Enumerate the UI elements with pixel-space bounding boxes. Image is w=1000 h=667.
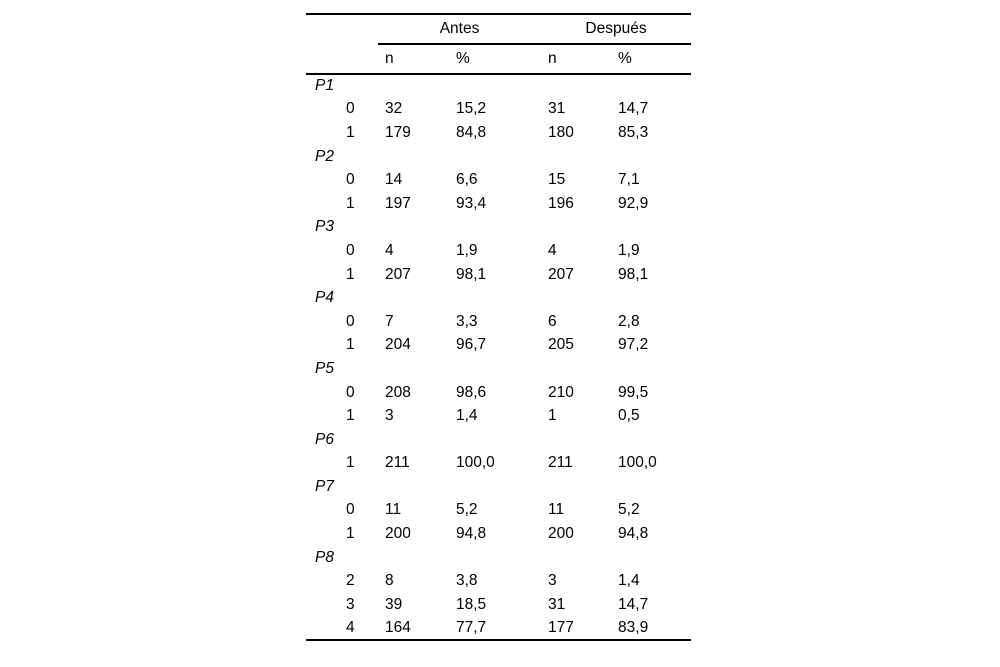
antes-pct: 18,5 <box>456 595 487 613</box>
category-value: 1 <box>346 194 355 212</box>
category-value: 1 <box>346 123 355 141</box>
despues-n: 205 <box>548 336 574 354</box>
data-row <box>306 452 691 476</box>
antes-pct: 5,2 <box>456 501 478 519</box>
data-row <box>306 168 691 192</box>
data-row <box>306 98 691 122</box>
category-value: 4 <box>346 618 355 636</box>
variable-label: P1 <box>315 77 334 95</box>
antes-pct: 3,3 <box>456 312 478 330</box>
antes-n: 200 <box>385 525 411 543</box>
antes-pct: 77,7 <box>456 618 487 636</box>
data-row <box>306 334 691 358</box>
despues-pct: 92,9 <box>618 194 649 212</box>
variable-group-row <box>306 74 691 98</box>
antes-n: 11 <box>385 501 402 519</box>
variable-group-row <box>306 428 691 452</box>
antes-pct: 6,6 <box>456 171 478 189</box>
data-row <box>306 499 691 523</box>
category-value: 0 <box>346 171 355 189</box>
antes-pct: 100,0 <box>456 454 495 472</box>
despues-n: 31 <box>548 595 566 613</box>
despues-n: 207 <box>548 265 574 283</box>
category-value: 3 <box>346 595 355 613</box>
despues-n: 4 <box>548 241 557 259</box>
data-row <box>306 569 691 593</box>
variable-label: P6 <box>315 430 334 448</box>
data-table <box>306 13 691 641</box>
antes-pct: 94,8 <box>456 525 487 543</box>
category-value: 1 <box>346 336 355 354</box>
data-row <box>306 404 691 428</box>
antes-n: 204 <box>385 336 411 354</box>
category-value: 2 <box>346 572 355 590</box>
despues-pct: 97,2 <box>618 336 649 354</box>
despues-pct: 7,1 <box>618 171 640 189</box>
despues-pct: 94,8 <box>618 525 649 543</box>
variable-label: P5 <box>315 359 334 377</box>
data-row <box>306 617 691 641</box>
despues-pct: 1,9 <box>618 241 640 259</box>
antes-n: 208 <box>385 383 411 401</box>
despues-pct: 99,5 <box>618 383 649 401</box>
data-row <box>306 263 691 287</box>
antes-pct-header: % <box>449 44 541 74</box>
antes-pct: 84,8 <box>456 123 487 141</box>
antes-pct: 93,4 <box>456 194 487 212</box>
despues-n: 210 <box>548 383 574 401</box>
antes-n: 197 <box>385 194 411 212</box>
category-value: 1 <box>346 265 355 283</box>
column-group-antes: Antes <box>378 14 541 44</box>
data-row <box>306 239 691 263</box>
despues-n: 180 <box>548 123 574 141</box>
variable-label: P8 <box>315 548 334 566</box>
despues-n: 11 <box>548 501 565 519</box>
despues-pct-header: % <box>611 44 691 74</box>
despues-pct: 1,4 <box>618 572 640 590</box>
despues-pct: 5,2 <box>618 501 640 519</box>
antes-n: 7 <box>385 312 394 330</box>
row-label-column-header <box>306 44 378 74</box>
antes-n: 207 <box>385 265 411 283</box>
antes-pct: 1,9 <box>456 241 478 259</box>
category-value: 1 <box>346 525 355 543</box>
corner-cell <box>306 14 378 44</box>
antes-n: 39 <box>385 595 403 613</box>
despues-n: 6 <box>548 312 557 330</box>
data-row <box>306 522 691 546</box>
data-row <box>306 593 691 617</box>
antes-pct: 98,6 <box>456 383 487 401</box>
despues-pct: 14,7 <box>618 595 649 613</box>
antes-n-header: n <box>378 44 449 74</box>
column-group-despues: Después <box>541 14 691 44</box>
despues-pct: 85,3 <box>618 123 649 141</box>
antes-n: 164 <box>385 618 411 636</box>
data-row <box>306 310 691 334</box>
table-subheader-row <box>306 44 691 74</box>
table-body <box>306 74 691 640</box>
data-row <box>306 381 691 405</box>
antes-pct: 1,4 <box>456 407 478 425</box>
antes-pct: 15,2 <box>456 100 487 118</box>
category-value: 0 <box>346 383 355 401</box>
antes-n: 179 <box>385 123 411 141</box>
variable-label: P4 <box>315 289 334 307</box>
antes-n: 4 <box>385 241 394 259</box>
variable-label: P3 <box>315 218 334 236</box>
category-value: 0 <box>346 312 355 330</box>
antes-n: 211 <box>385 454 410 472</box>
category-value: 0 <box>346 501 355 519</box>
frequency-table <box>306 13 691 641</box>
despues-pct: 98,1 <box>618 265 649 283</box>
despues-n: 177 <box>548 618 574 636</box>
variable-label: P2 <box>315 147 334 165</box>
despues-n: 200 <box>548 525 574 543</box>
antes-n: 8 <box>385 572 394 590</box>
category-value: 0 <box>346 100 355 118</box>
data-row <box>306 121 691 145</box>
antes-pct: 98,1 <box>456 265 487 283</box>
despues-n: 3 <box>548 572 557 590</box>
variable-group-row <box>306 286 691 310</box>
despues-pct: 100,0 <box>618 454 657 472</box>
antes-n: 3 <box>385 407 394 425</box>
variable-group-row <box>306 475 691 499</box>
despues-pct: 14,7 <box>618 100 649 118</box>
despues-pct: 83,9 <box>618 618 649 636</box>
despues-n-header: n <box>541 44 611 74</box>
variable-group-row <box>306 216 691 240</box>
variable-group-row <box>306 546 691 570</box>
antes-n: 14 <box>385 171 403 189</box>
antes-pct: 3,8 <box>456 572 478 590</box>
despues-pct: 2,8 <box>618 312 640 330</box>
category-value: 1 <box>346 407 355 425</box>
table-group-header-row <box>306 14 691 44</box>
variable-group-row <box>306 357 691 381</box>
data-row <box>306 192 691 216</box>
despues-n: 196 <box>548 194 574 212</box>
category-value: 1 <box>346 454 355 472</box>
despues-n: 1 <box>548 407 557 425</box>
despues-pct: 0,5 <box>618 407 640 425</box>
variable-label: P7 <box>315 477 334 495</box>
despues-n: 31 <box>548 100 566 118</box>
antes-n: 32 <box>385 100 403 118</box>
despues-n: 211 <box>548 454 573 472</box>
despues-n: 15 <box>548 171 566 189</box>
antes-pct: 96,7 <box>456 336 487 354</box>
variable-group-row <box>306 145 691 169</box>
category-value: 0 <box>346 241 355 259</box>
